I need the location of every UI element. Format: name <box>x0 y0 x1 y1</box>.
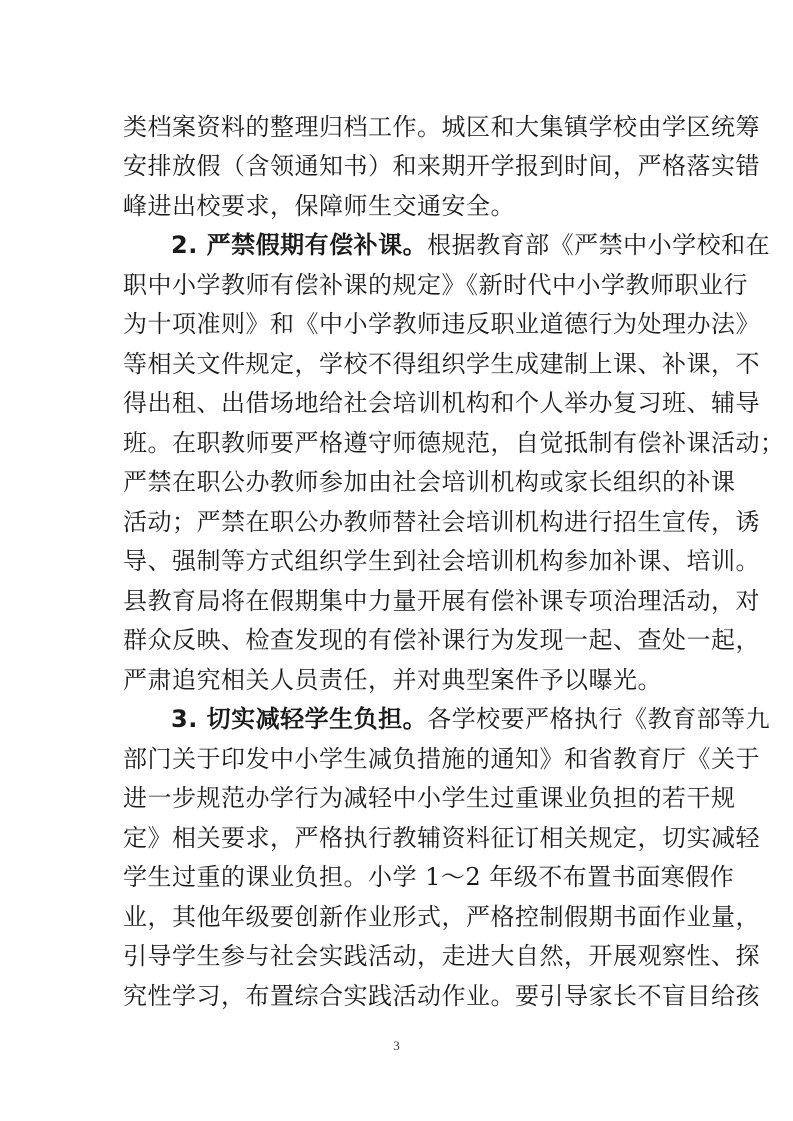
section-3-heading: 3. 切实减轻学生负担。 <box>171 705 428 733</box>
section-3-first-line-text: 各学校要严格执行《教育部等九 <box>427 705 771 733</box>
paragraph-line: 进一步规范办学行为减轻中小学生过重课业负担的若干规 <box>123 784 736 812</box>
paragraph-line: 严肃追究相关人员责任，并对典型案件予以曝光。 <box>123 666 662 694</box>
paragraph-line: 类档案资料的整理归档工作。城区和大集镇学校由学区统筹 <box>123 113 760 141</box>
paragraph-line: 峰进出校要求，保障师生交通安全。 <box>123 192 515 220</box>
paragraph-line: 导、强制等方式组织学生到社会培训机构参加补课、培训。 <box>123 547 760 575</box>
paragraph-line: 部门关于印发中小学生减负措施的通知》和省教育厅《关于 <box>123 745 760 773</box>
paragraph-line: 县教育局将在假期集中力量开展有偿补课专项治理活动，对 <box>123 587 760 615</box>
paragraph-line: 群众反映、检查发现的有偿补课行为发现一起、查处一起， <box>123 626 760 654</box>
paragraph-line: 活动；严禁在职公办教师替社会培训机构进行招生宣传，诱 <box>123 508 760 536</box>
page-number: 3 <box>393 1038 400 1053</box>
paragraph-line: 引导学生参与社会实践活动，走进大自然，开展观察性、探 <box>123 942 760 970</box>
section-2-first-line <box>171 228 771 262</box>
paragraph-line: 究性学习，布置综合实践活动作业。要引导家长不盲目给孩 <box>123 982 760 1010</box>
paragraph-line: 得出租、出借场地给社会培训机构和个人举办复习班、辅导 <box>123 389 760 417</box>
paragraph-line: 班。在职教师要严格遵守师德规范，自觉抵制有偿补课活动； <box>123 429 785 457</box>
paragraph-line: 定》相关要求，严格执行教辅资料征订相关规定，切实减轻 <box>123 824 760 852</box>
paragraph-line: 业，其他年级要创新作业形式，严格控制假期书面作业量， <box>123 903 760 931</box>
section-2-first-line-text: 根据教育部《严禁中小学校和在 <box>427 231 771 259</box>
paragraph-line: 学生过重的课业负担。小学 1～2 年级不布置书面寒假作 <box>123 863 735 891</box>
paragraph-line: 职中小学教师有偿补课的规定》《新时代中小学教师职业行 <box>123 271 748 299</box>
section-3-first-line <box>171 702 771 736</box>
section-2-heading: 2. 严禁假期有偿补课。 <box>171 231 428 259</box>
paragraph-line: 等相关文件规定，学校不得组织学生成建制上课、补课，不 <box>123 350 760 378</box>
paragraph-line: 为十项准则》和《中小学教师违反职业道德行为处理办法》 <box>123 310 760 338</box>
paragraph-line: 安排放假（含领通知书）和来期开学报到时间，严格落实错 <box>123 152 760 180</box>
paragraph-line: 严禁在职公办教师参加由社会培训机构或家长组织的补课 <box>123 468 736 496</box>
